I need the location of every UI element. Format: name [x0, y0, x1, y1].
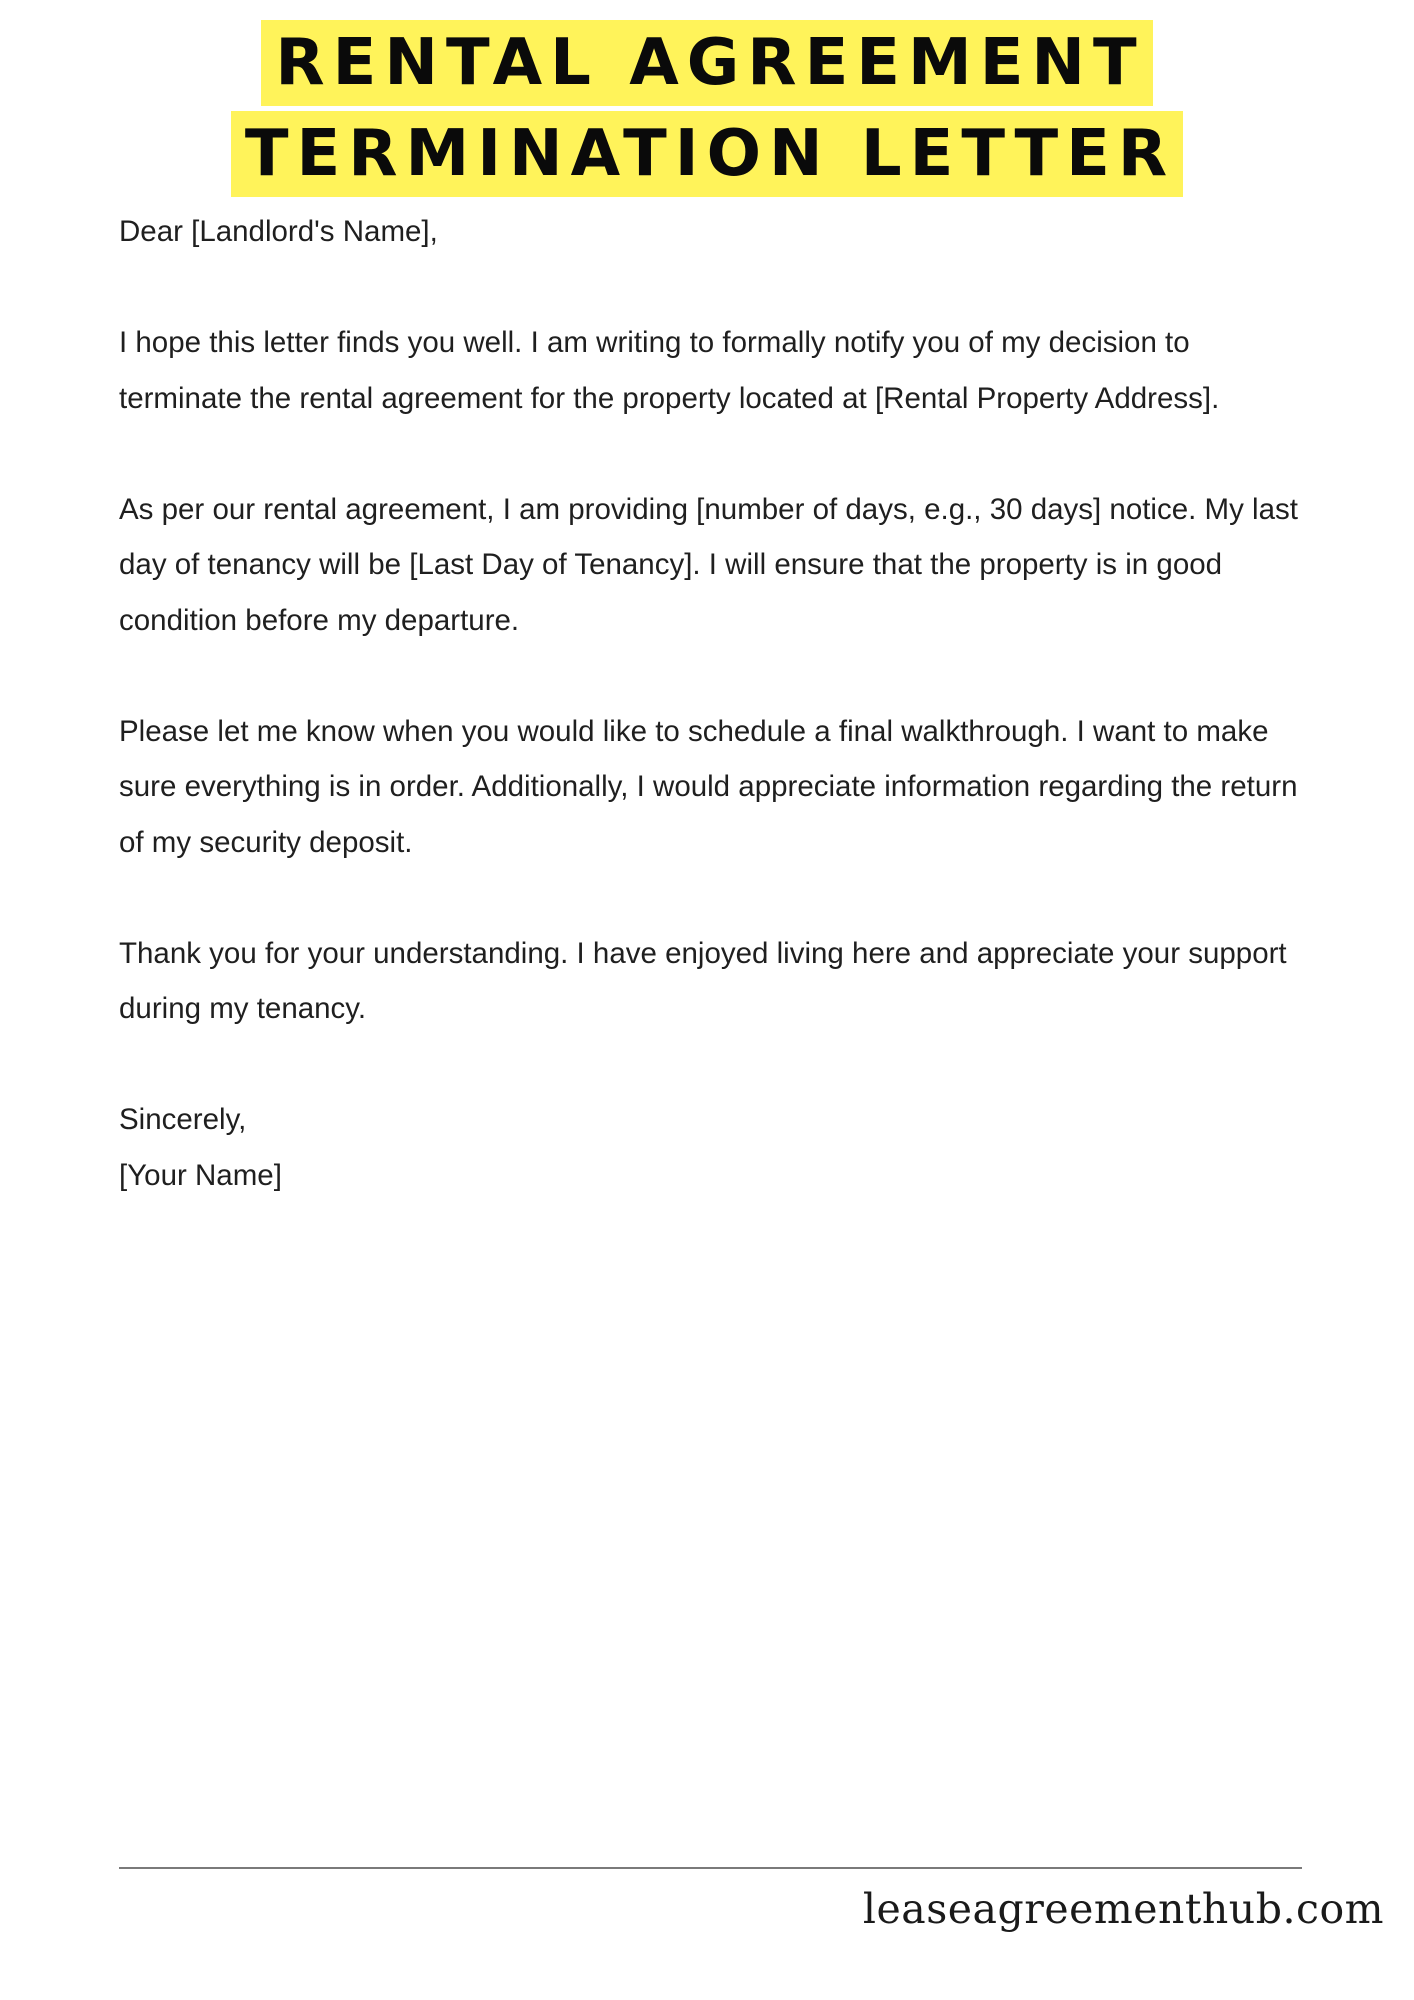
- footer-divider: [119, 1867, 1302, 1869]
- letter-body: [119, 204, 1319, 1203]
- footer-website: leaseagreementhub.com: [862, 1885, 1384, 1933]
- title-line-2: TERMINATION LETTER: [231, 111, 1183, 197]
- title-line-1: RENTAL AGREEMENT: [261, 20, 1152, 106]
- paragraph-intro: I hope this letter finds you well. I am writing to formally notify you of my decision to terminate the rental agreement for the property located at [Rental Property Address].: [119, 326, 1220, 415]
- salutation: Dear [Landlord's Name],: [119, 215, 438, 248]
- paragraph-notice: As per our rental agreement, I am providing [number of days, e.g., 30 days] notice. My last day of tenancy will be [Last Day of Tenancy]. I will ensure that the property is in good condition before my departure.: [119, 492, 1298, 637]
- paragraph-walkthrough: Please let me know when you would like to schedule a final walkthrough. I want to make sure everything is in order. Additionally, I would appreciate information regarding the return of my security deposit.: [119, 714, 1298, 859]
- signature: [Your Name]: [119, 1158, 282, 1192]
- document-title: [0, 20, 1414, 197]
- paragraph-thanks: Thank you for your understanding. I have enjoyed living here and appreciate your support during my tenancy.: [119, 936, 1287, 1025]
- closing: Sincerely,: [119, 1103, 247, 1136]
